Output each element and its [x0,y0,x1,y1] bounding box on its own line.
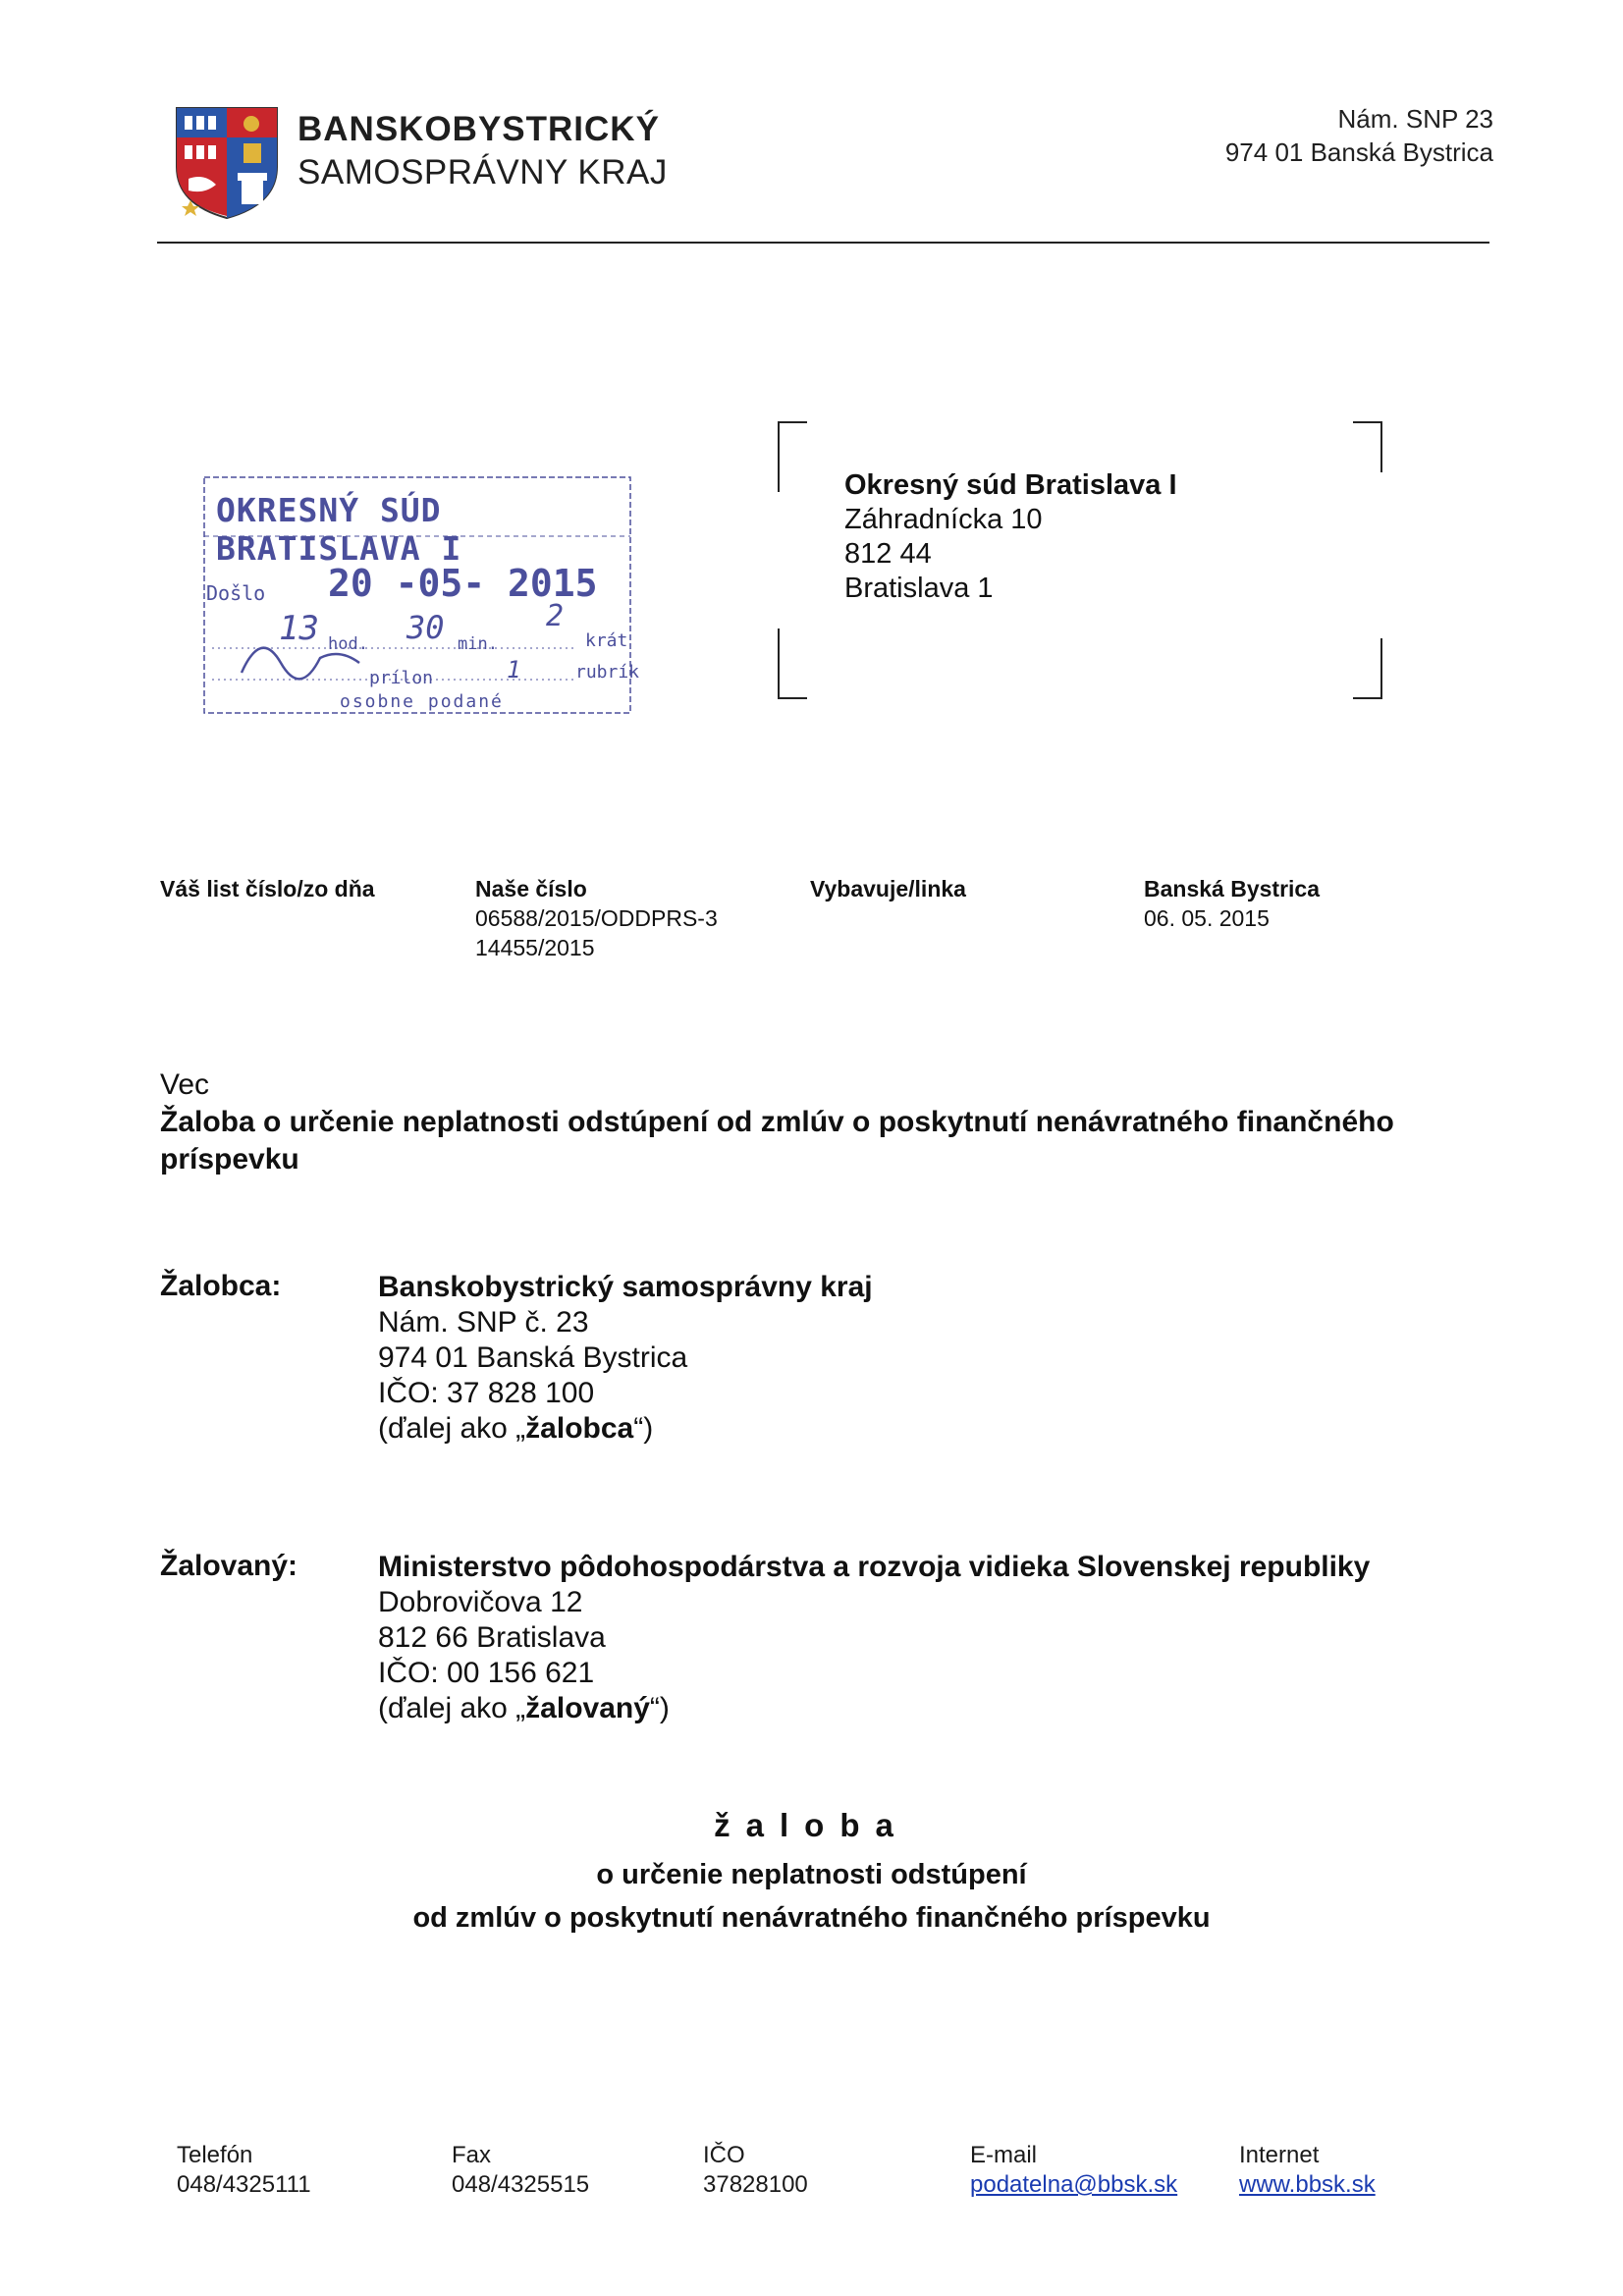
footer-web-label: Internet [1239,2142,1320,2168]
addressee-name: Okresný súd Bratislava I [844,469,1177,501]
document-subtitle-line2: od zmlúv o poskytnutí nenávratného finančného príspevku [412,1902,1211,1934]
plaintiff-city: 974 01 Banská Bystrica [378,1341,688,1374]
plaintiff-ico: IČO: 37 828 100 [378,1377,595,1409]
stamp-received-label: Došlo [206,581,266,605]
address-window-corner [778,629,807,699]
stamp-min-label: min. [458,634,498,654]
ref-date: 06. 05. 2015 [1144,905,1270,931]
court-receipt-stamp [202,462,640,722]
ref-place-date [1144,874,1320,933]
footer-web [1239,2141,1376,2200]
address-window-corner [1353,638,1382,699]
addressee-street: Záhradnícka 10 [844,504,1043,535]
header-address [1225,102,1493,169]
plaintiff-alias [378,1411,873,1447]
plaintiff-street: Nám. SNP č. 23 [378,1306,589,1339]
defendant-block [378,1550,1370,1726]
defendant-street: Dobrovičova 12 [378,1586,583,1618]
stamp-date: 20 -05- 2015 [328,562,598,605]
stamp-attachments: 1 [507,656,521,683]
plaintiff-alias-prefix: (ďalej ako „ [378,1412,526,1445]
coat-of-arms-logo [175,106,279,220]
stamp-title: OKRESNÝ SÚD BRATISLAVA I [216,491,462,568]
org-name-line1: BANSKOBYSTRICKÝ [298,110,660,148]
document-title: žaloba [714,1807,909,1843]
header-divider [157,242,1489,244]
footer-phone [177,2141,311,2200]
plaintiff-alias-suffix: “) [633,1412,654,1445]
stamp-hours: 13 [279,609,319,648]
footer-ico [703,2141,808,2200]
org-name-line2: SAMOSPRÁVNY KRAJ [298,153,668,191]
ref-place-label: Banská Bystrica [1144,876,1320,902]
ref-your-letter [160,874,375,903]
stamp-prilon-label: prílon [369,668,434,688]
defendant-alias-term: žalovaný [525,1692,650,1724]
footer-email-link[interactable]: podatelna@bbsk.sk [970,2171,1178,2198]
defendant-label: Žalovaný: [160,1550,298,1582]
header-address-street: Nám. SNP 23 [1337,104,1493,134]
subject-label: Vec [160,1068,210,1101]
footer-email [970,2141,1177,2200]
defendant-ico: IČO: 00 156 621 [378,1657,595,1689]
stamp-krat-label: krát [585,630,628,651]
addressee-city: Bratislava 1 [844,573,994,604]
defendant-name: Ministerstvo pôdohospodárstva a rozvoja vidieka Slovenskej republiky [378,1551,1371,1583]
footer-phone-label: Telefón [177,2142,253,2168]
ref-our-number [475,874,718,962]
ref-handled-by [810,874,966,903]
footer-ico-label: IČO [703,2142,745,2168]
plaintiff-name: Banskobystrický samosprávny kraj [378,1271,873,1303]
defendant-alias-prefix: (ďalej ako „ [378,1692,526,1724]
footer-web-link[interactable]: www.bbsk.sk [1239,2171,1376,2198]
footer-fax [452,2141,589,2200]
ref-our-number-1: 06588/2015/ODDPRS-3 [475,905,718,931]
subject-block [160,1066,1466,1178]
defendant-city: 812 66 Bratislava [378,1621,606,1654]
footer-fax-value: 048/4325515 [452,2171,590,2198]
plaintiff-alias-term: žalobca [525,1412,634,1445]
addressee-zip: 812 44 [844,538,932,570]
plaintiff-label: Žalobca: [160,1270,282,1302]
header-address-city: 974 01 Banská Bystrica [1224,137,1493,167]
subject-text: Žaloba o určenie neplatnosti odstúpení od zmlúv o poskytnutí nenávratného finančného príspevku [160,1106,1394,1175]
stamp-minutes: 30 [406,609,445,646]
address-window-corner [778,421,807,492]
stamp-times: 2 [546,599,565,633]
stamp-rubrik-label: rubrík [575,662,640,683]
stamp-hod-label: hod. [328,634,368,654]
plaintiff-block [378,1270,873,1447]
defendant-alias-suffix: “) [649,1692,670,1724]
footer-fax-label: Fax [452,2142,492,2168]
footer-phone-value: 048/4325111 [177,2171,311,2198]
ref-our-number-2: 14455/2015 [475,935,595,960]
ref-our-number-label: Naše číslo [475,876,587,902]
stamp-submitted: osobne podané [340,691,504,712]
footer-email-label: E-mail [970,2142,1038,2168]
addressee-block [844,468,1177,606]
address-window-corner [1353,421,1382,472]
defendant-alias [378,1691,1370,1726]
ref-handled-by-label: Vybavuje/linka [810,876,966,902]
document-subtitle-line1: o určenie neplatnosti odstúpení [596,1859,1027,1890]
ref-your-letter-label: Váš list číslo/zo dňa [160,876,375,902]
footer-ico-value: 37828100 [703,2171,808,2198]
